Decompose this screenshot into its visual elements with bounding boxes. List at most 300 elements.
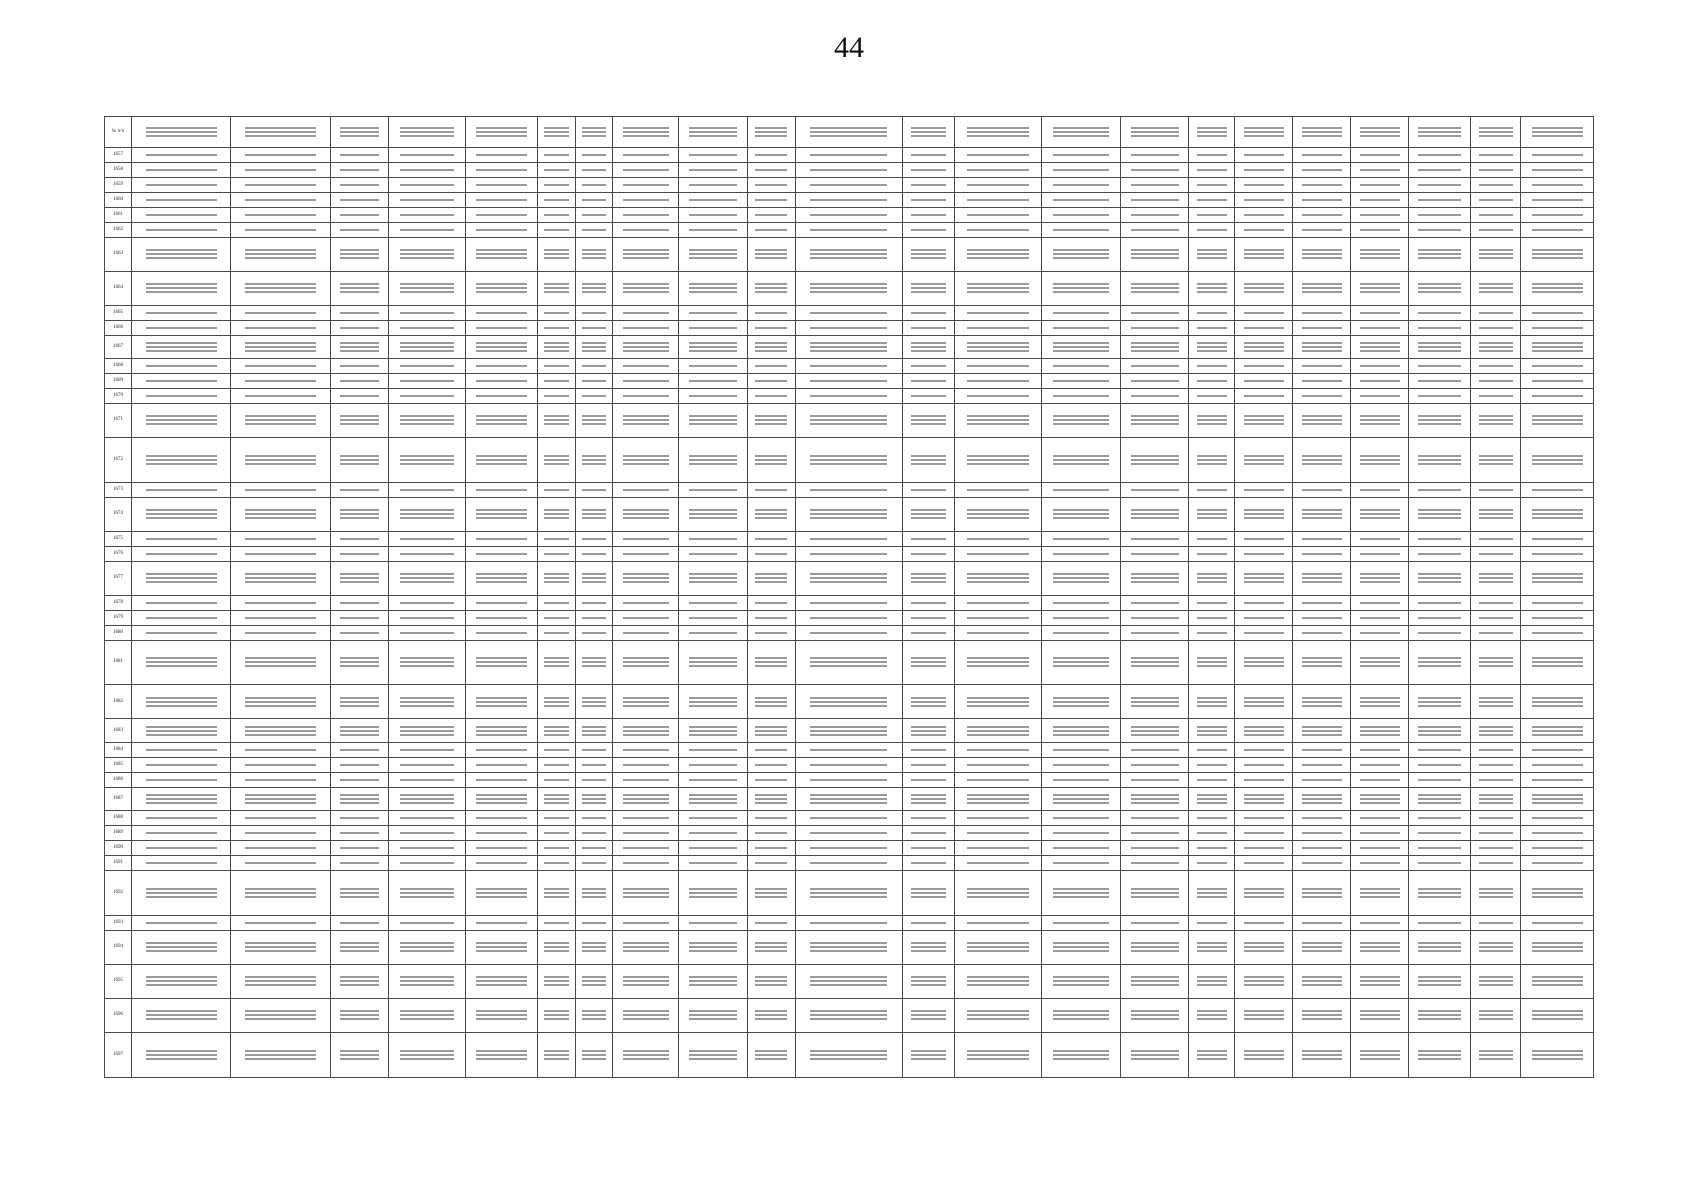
table-cell (1521, 403, 1594, 437)
illegible-cell-text (1302, 287, 1342, 289)
table-cell (795, 320, 903, 335)
table-cell (1521, 772, 1594, 787)
table-cell (795, 546, 903, 561)
illegible-cell-text (1302, 199, 1342, 201)
illegible-cell-text (1479, 632, 1513, 634)
table-cell (1409, 595, 1471, 610)
table-cell (1293, 595, 1351, 610)
illegible-cell-text (911, 701, 946, 703)
table-cell (679, 840, 747, 855)
table-cell (747, 561, 795, 595)
table-cell (575, 148, 612, 163)
table-cell (795, 192, 903, 207)
illegible-cell-text (340, 798, 380, 800)
illegible-cell-text (1302, 577, 1342, 579)
illegible-cell-text (967, 617, 1029, 619)
table-row (105, 305, 1594, 320)
table-cell (1042, 237, 1121, 271)
table-cell (538, 826, 575, 841)
table-cell (747, 930, 795, 964)
table-cell (955, 192, 1042, 207)
illegible-cell-text (544, 749, 568, 751)
table-cell (465, 388, 538, 403)
table-cell (747, 1032, 795, 1077)
column-header (1235, 117, 1293, 148)
table-cell (747, 192, 795, 207)
illegible-cell-text (967, 749, 1029, 751)
illegible-cell-text (400, 1014, 454, 1016)
table-cell (1471, 207, 1521, 222)
illegible-cell-text (1053, 489, 1108, 491)
illegible-cell-text (810, 577, 887, 579)
illegible-cell-text (245, 1054, 316, 1056)
table-cell (389, 840, 466, 855)
illegible-cell-text (911, 169, 946, 171)
table-cell (331, 497, 389, 531)
table-cell (538, 998, 575, 1032)
illegible-cell-text (810, 632, 887, 634)
table-cell (465, 437, 538, 482)
table-cell (903, 403, 955, 437)
table-cell (613, 207, 679, 222)
table-cell (331, 374, 389, 389)
illegible-cell-text (689, 214, 737, 216)
illegible-cell-text (1244, 577, 1284, 579)
illegible-cell-text (245, 459, 316, 461)
illegible-cell-text (544, 346, 568, 348)
illegible-cell-text (1244, 169, 1284, 171)
table-cell (795, 595, 903, 610)
table-cell (1471, 561, 1521, 595)
table-cell (1042, 403, 1121, 437)
table-cell (1409, 840, 1471, 855)
illegible-cell-text (911, 922, 946, 924)
table-cell (389, 546, 466, 561)
table-cell (613, 930, 679, 964)
illegible-cell-text (1418, 617, 1461, 619)
illegible-cell-text (911, 395, 946, 397)
illegible-cell-text (340, 730, 380, 732)
table-cell (1042, 1032, 1121, 1077)
table-cell (231, 930, 331, 964)
illegible-header-text (1197, 131, 1227, 133)
illegible-cell-text (1302, 764, 1342, 766)
table-cell (131, 305, 231, 320)
illegible-cell-text (476, 513, 527, 515)
illegible-cell-text (1532, 577, 1583, 579)
table-cell (389, 811, 466, 826)
illegible-cell-text (1302, 229, 1342, 231)
illegible-cell-text (623, 632, 669, 634)
illegible-cell-text (623, 365, 669, 367)
illegible-cell-text (245, 892, 316, 894)
illegible-cell-text (1532, 946, 1583, 948)
table-cell (231, 915, 331, 930)
illegible-header-text (582, 131, 606, 133)
illegible-cell-text (1131, 380, 1179, 382)
illegible-cell-text (967, 701, 1029, 703)
illegible-cell-text (1131, 287, 1179, 289)
illegible-cell-text (1302, 327, 1342, 329)
illegible-cell-text (689, 922, 737, 924)
illegible-cell-text (544, 922, 568, 924)
illegible-cell-text (1479, 214, 1513, 216)
illegible-cell-text (810, 1014, 887, 1016)
illegible-cell-text (1360, 184, 1400, 186)
table-cell (903, 915, 955, 930)
table-cell (1235, 757, 1293, 772)
illegible-cell-text (689, 184, 737, 186)
illegible-cell-text (1197, 617, 1227, 619)
table-cell (1471, 719, 1521, 742)
table-row (105, 403, 1594, 437)
table-cell (131, 497, 231, 531)
table-cell (955, 772, 1042, 787)
illegible-cell-text (755, 169, 787, 171)
table-cell (903, 237, 955, 271)
table-cell (389, 625, 466, 640)
illegible-cell-text (1418, 764, 1461, 766)
illegible-cell-text (1418, 287, 1461, 289)
illegible-cell-text (1244, 199, 1284, 201)
illegible-cell-text (400, 312, 454, 314)
table-row (105, 742, 1594, 757)
column-header: № п/п (105, 117, 132, 148)
illegible-cell-text (146, 199, 217, 201)
illegible-cell-text (1197, 199, 1227, 201)
table-cell (331, 177, 389, 192)
table-cell (955, 742, 1042, 757)
illegible-cell-text (146, 661, 217, 663)
illegible-cell-text (476, 253, 527, 255)
illegible-cell-text (1302, 862, 1342, 864)
illegible-header-text (1302, 131, 1342, 133)
illegible-cell-text (911, 632, 946, 634)
illegible-cell-text (1479, 287, 1513, 289)
illegible-cell-text (400, 538, 454, 540)
table-cell (903, 388, 955, 403)
column-header (465, 117, 538, 148)
illegible-cell-text (582, 459, 606, 461)
illegible-cell-text (245, 419, 316, 421)
illegible-cell-text (1197, 513, 1227, 515)
illegible-cell-text (1302, 365, 1342, 367)
table-cell (1521, 546, 1594, 561)
table-cell (1042, 177, 1121, 192)
illegible-cell-text (544, 817, 568, 819)
table-cell (331, 772, 389, 787)
table-cell (795, 719, 903, 742)
illegible-cell-text (340, 832, 380, 834)
illegible-cell-text (1418, 1014, 1461, 1016)
table-cell (231, 561, 331, 595)
table-cell (1121, 1032, 1189, 1077)
row-number-cell: 1661 (105, 207, 132, 222)
illegible-cell-text (1360, 199, 1400, 201)
table-cell (131, 685, 231, 719)
illegible-cell-text (1302, 922, 1342, 924)
table-cell (575, 870, 612, 915)
illegible-cell-text (1479, 617, 1513, 619)
table-cell (679, 964, 747, 998)
row-number-cell: 1669 (105, 374, 132, 389)
table-cell (1471, 964, 1521, 998)
illegible-cell-text (544, 287, 568, 289)
illegible-cell-text (146, 538, 217, 540)
illegible-cell-text (146, 764, 217, 766)
table-cell (1189, 964, 1235, 998)
illegible-cell-text (1302, 701, 1342, 703)
illegible-cell-text (1418, 749, 1461, 751)
table-row (105, 625, 1594, 640)
table-cell (1189, 840, 1235, 855)
illegible-cell-text (582, 730, 606, 732)
illegible-cell-text (1131, 459, 1179, 461)
table-cell (389, 561, 466, 595)
illegible-cell-text (1131, 798, 1179, 800)
table-cell (1235, 870, 1293, 915)
column-header (1042, 117, 1121, 148)
illegible-cell-text (689, 980, 737, 982)
illegible-cell-text (623, 832, 669, 834)
table-cell (231, 335, 331, 358)
illegible-cell-text (1532, 1014, 1583, 1016)
table-cell (1471, 148, 1521, 163)
table-cell (795, 403, 903, 437)
table-cell (231, 546, 331, 561)
table-cell (795, 610, 903, 625)
illegible-cell-text (911, 346, 946, 348)
illegible-cell-text (755, 862, 787, 864)
illegible-cell-text (689, 779, 737, 781)
table-cell (538, 437, 575, 482)
table-header-row (105, 117, 1594, 148)
table-cell (1409, 826, 1471, 841)
table-cell (679, 742, 747, 757)
illegible-cell-text (1360, 513, 1400, 515)
illegible-cell-text (689, 862, 737, 864)
illegible-cell-text (911, 980, 946, 982)
table-cell (465, 772, 538, 787)
illegible-cell-text (146, 617, 217, 619)
illegible-cell-text (623, 764, 669, 766)
illegible-cell-text (476, 459, 527, 461)
row-number-cell: 1674 (105, 497, 132, 531)
table-cell (1189, 388, 1235, 403)
illegible-cell-text (400, 395, 454, 397)
illegible-cell-text (476, 1014, 527, 1016)
table-cell (679, 359, 747, 374)
illegible-cell-text (1360, 346, 1400, 348)
table-cell (1521, 207, 1594, 222)
table-cell (1235, 915, 1293, 930)
table-cell (331, 811, 389, 826)
table-cell (575, 719, 612, 742)
table-cell (613, 531, 679, 546)
illegible-cell-text (146, 779, 217, 781)
illegible-cell-text (810, 946, 887, 948)
illegible-cell-text (544, 602, 568, 604)
table-cell (955, 915, 1042, 930)
table-cell (903, 811, 955, 826)
illegible-cell-text (623, 892, 669, 894)
table-cell (231, 1032, 331, 1077)
table-cell (1409, 870, 1471, 915)
table-cell (1189, 625, 1235, 640)
table-row (105, 685, 1594, 719)
illegible-cell-text (1532, 701, 1583, 703)
table-cell (1293, 237, 1351, 271)
table-cell (575, 840, 612, 855)
illegible-cell-text (582, 214, 606, 216)
table-cell (955, 964, 1042, 998)
illegible-cell-text (1053, 214, 1108, 216)
illegible-cell-text (1418, 169, 1461, 171)
illegible-cell-text (1053, 199, 1108, 201)
table-cell (1293, 437, 1351, 482)
table-cell (1121, 840, 1189, 855)
row-number-cell: 1693 (105, 915, 132, 930)
table-cell (613, 192, 679, 207)
illegible-cell-text (582, 862, 606, 864)
table-cell (575, 359, 612, 374)
illegible-cell-text (623, 346, 669, 348)
table-cell (1293, 320, 1351, 335)
illegible-cell-text (1053, 798, 1108, 800)
table-cell (955, 1032, 1042, 1077)
illegible-cell-text (967, 154, 1029, 156)
table-cell (1351, 610, 1409, 625)
illegible-cell-text (400, 489, 454, 491)
illegible-cell-text (967, 184, 1029, 186)
illegible-cell-text (1418, 1054, 1461, 1056)
table-row (105, 388, 1594, 403)
table-cell (747, 388, 795, 403)
illegible-cell-text (400, 169, 454, 171)
illegible-cell-text (1053, 617, 1108, 619)
table-cell (955, 359, 1042, 374)
illegible-cell-text (1302, 419, 1342, 421)
illegible-cell-text (544, 832, 568, 834)
illegible-cell-text (689, 538, 737, 540)
illegible-cell-text (623, 489, 669, 491)
table-cell (903, 930, 955, 964)
table-cell (747, 148, 795, 163)
illegible-cell-text (1418, 832, 1461, 834)
column-header (1121, 117, 1189, 148)
table-cell (613, 222, 679, 237)
illegible-cell-text (1244, 513, 1284, 515)
illegible-cell-text (146, 346, 217, 348)
illegible-cell-text (810, 730, 887, 732)
illegible-cell-text (967, 312, 1029, 314)
illegible-cell-text (1302, 184, 1342, 186)
table-cell (747, 207, 795, 222)
illegible-cell-text (1360, 229, 1400, 231)
illegible-cell-text (1360, 617, 1400, 619)
illegible-cell-text (967, 1014, 1029, 1016)
table-cell (1235, 685, 1293, 719)
illegible-cell-text (1532, 602, 1583, 604)
table-cell (465, 811, 538, 826)
table-cell (679, 222, 747, 237)
table-cell (389, 222, 466, 237)
illegible-cell-text (755, 817, 787, 819)
illegible-cell-text (689, 253, 737, 255)
table-row (105, 497, 1594, 531)
illegible-cell-text (810, 287, 887, 289)
table-cell (1042, 359, 1121, 374)
table-cell (331, 561, 389, 595)
illegible-cell-text (340, 577, 380, 579)
table-cell (538, 531, 575, 546)
illegible-cell-text (810, 922, 887, 924)
illegible-cell-text (476, 764, 527, 766)
table-cell (955, 305, 1042, 320)
table-cell (1293, 162, 1351, 177)
table-cell (1471, 757, 1521, 772)
table-cell (538, 192, 575, 207)
illegible-cell-text (623, 847, 669, 849)
illegible-cell-text (1532, 199, 1583, 201)
illegible-cell-text (1302, 749, 1342, 751)
illegible-cell-text (1360, 380, 1400, 382)
table-cell (1351, 561, 1409, 595)
table-cell (1351, 870, 1409, 915)
illegible-header-text (146, 131, 217, 133)
illegible-cell-text (544, 253, 568, 255)
illegible-cell-text (1197, 701, 1227, 703)
table-cell (747, 437, 795, 482)
table-cell (575, 207, 612, 222)
illegible-cell-text (146, 419, 217, 421)
illegible-cell-text (755, 779, 787, 781)
illegible-cell-text (340, 1054, 380, 1056)
illegible-cell-text (582, 1054, 606, 1056)
table-cell (389, 998, 466, 1032)
illegible-cell-text (544, 459, 568, 461)
illegible-cell-text (1532, 538, 1583, 540)
illegible-cell-text (340, 459, 380, 461)
illegible-cell-text (582, 832, 606, 834)
illegible-cell-text (400, 287, 454, 289)
table-cell (1521, 610, 1594, 625)
table-cell (389, 374, 466, 389)
table-cell (903, 148, 955, 163)
table-cell (1351, 787, 1409, 810)
table-cell (1121, 403, 1189, 437)
illegible-cell-text (1131, 1054, 1179, 1056)
table-cell (1042, 305, 1121, 320)
illegible-cell-text (1532, 419, 1583, 421)
table-cell (1409, 915, 1471, 930)
table-cell (131, 546, 231, 561)
table-cell (747, 497, 795, 531)
table-row (105, 148, 1594, 163)
illegible-cell-text (582, 980, 606, 982)
illegible-cell-text (400, 327, 454, 329)
illegible-cell-text (582, 602, 606, 604)
illegible-cell-text (245, 253, 316, 255)
illegible-cell-text (810, 395, 887, 397)
table-cell (679, 1032, 747, 1077)
illegible-cell-text (245, 817, 316, 819)
table-cell (955, 177, 1042, 192)
column-header (131, 117, 231, 148)
illegible-cell-text (911, 538, 946, 540)
table-cell (575, 610, 612, 625)
illegible-cell-text (544, 489, 568, 491)
